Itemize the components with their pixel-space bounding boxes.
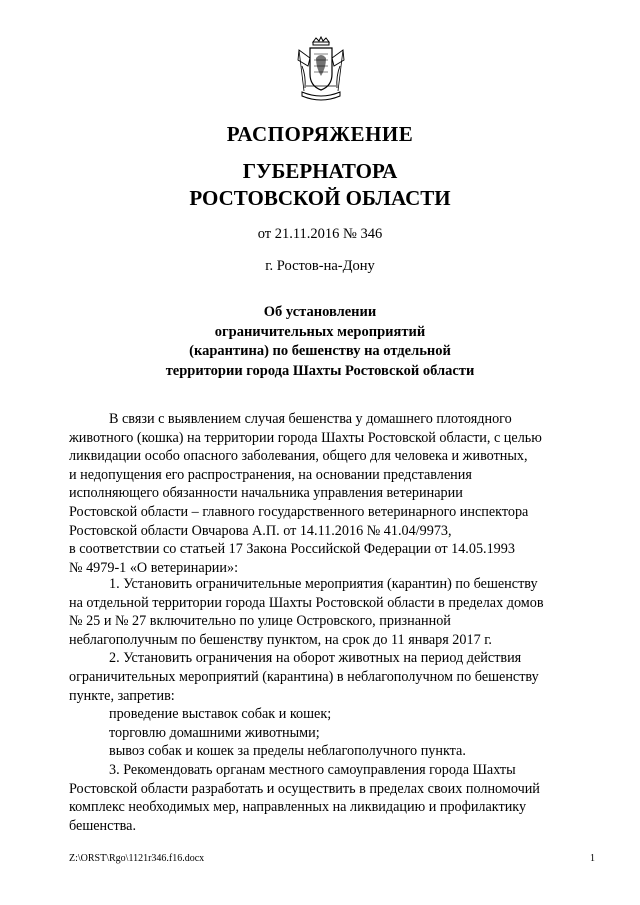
item-2-sub-1: проведение выставок собак и кошек; <box>109 706 332 723</box>
preamble-line-3: ликвидации особо опасного заболевания, общего для человека и животных, <box>69 448 528 465</box>
item-3-line-4: бешенства. <box>69 817 136 834</box>
item-1-line-3: № 25 и № 27 включительно по улице Островского, признанной <box>69 613 451 630</box>
issuer-line-1: ГУБЕРНАТОРА <box>242 159 398 183</box>
preamble-line-9: № 4979-1 «О ветеринарии»: <box>69 559 239 576</box>
subject-line-1: Об установлении <box>263 304 377 320</box>
issuer-title <box>0 158 640 212</box>
preamble-paragraph <box>69 410 597 577</box>
preamble-line-2: животного (кошка) на территории города Шахты Ростовской области, с целью <box>69 429 542 446</box>
preamble-line-7: Ростовской области Овчарова А.П. от 14.11.2016 № 41.04/9973, <box>69 522 452 539</box>
subject-line-2: ограничительных мероприятий <box>214 323 426 340</box>
preamble-line-6: Ростовской области – главного государственного ветеринарного инспектора <box>69 503 529 520</box>
item-3-line-2: Ростовской области разработать и осуществить в пределах своих полномочий <box>69 780 540 797</box>
preamble-line-5: исполняющего обязанности начальника управления ветеринарии <box>69 485 463 502</box>
ordered-items <box>69 575 597 835</box>
issuer-line-2: РОСТОВСКОЙ ОБЛАСТИ <box>189 186 451 210</box>
item-3-line-3: комплекс необходимых мер, направленных на ликвидацию и профилактику <box>69 799 527 816</box>
subject-line-4: территории города Шахты Ростовской области <box>165 362 475 379</box>
document-subject <box>0 303 640 381</box>
document-date-number: от 21.11.2016 № 346 <box>257 226 383 242</box>
item-1-line-2: на отдельной территории города Шахты Ростовской области в пределах домов <box>69 594 544 611</box>
preamble-line-1: В связи с выявлением случая бешенства у домашнего плотоядного <box>109 411 512 427</box>
item-1-line-1: 1. Установить ограничительные мероприятия (карантин) по бешенству <box>109 576 538 592</box>
preamble-line-4: и недопущения его распространения, на основании представления <box>69 466 472 483</box>
item-2-line-3: пункте, запретив: <box>69 687 175 704</box>
item-1-line-4: неблагополучным по бешенству пунктом, на срок до 11 января 2017 г. <box>69 631 492 648</box>
preamble-line-8: в соответствии со статьей 17 Закона Российской Федерации от 14.05.1993 <box>69 541 515 558</box>
item-2-sub-3: вывоз собак и кошек за пределы неблагополучного пункта. <box>109 743 466 760</box>
document-city: г. Ростов-на-Дону <box>265 258 375 274</box>
footer-file-path: Z:\ORST\Rgo\1121r346.f16.docx <box>69 853 205 864</box>
subject-line-3: (карантина) по бешенству на отдельной <box>189 343 451 359</box>
document-type-title: РАСПОРЯЖЕНИЕ <box>226 122 414 146</box>
item-3-line-1: 3. Рекомендовать органам местного самоуправления города Шахты <box>109 761 516 778</box>
item-2-sub-2: торговлю домашними животными; <box>109 724 320 741</box>
item-2-line-2: ограничительных мероприятий (карантина) в неблагополучном по бешенству <box>69 668 539 685</box>
coat-of-arms-emblem <box>296 36 346 104</box>
item-2-line-1: 2. Установить ограничения на оборот животных на период действия <box>109 650 522 667</box>
footer-page-number: 1 <box>590 853 595 864</box>
